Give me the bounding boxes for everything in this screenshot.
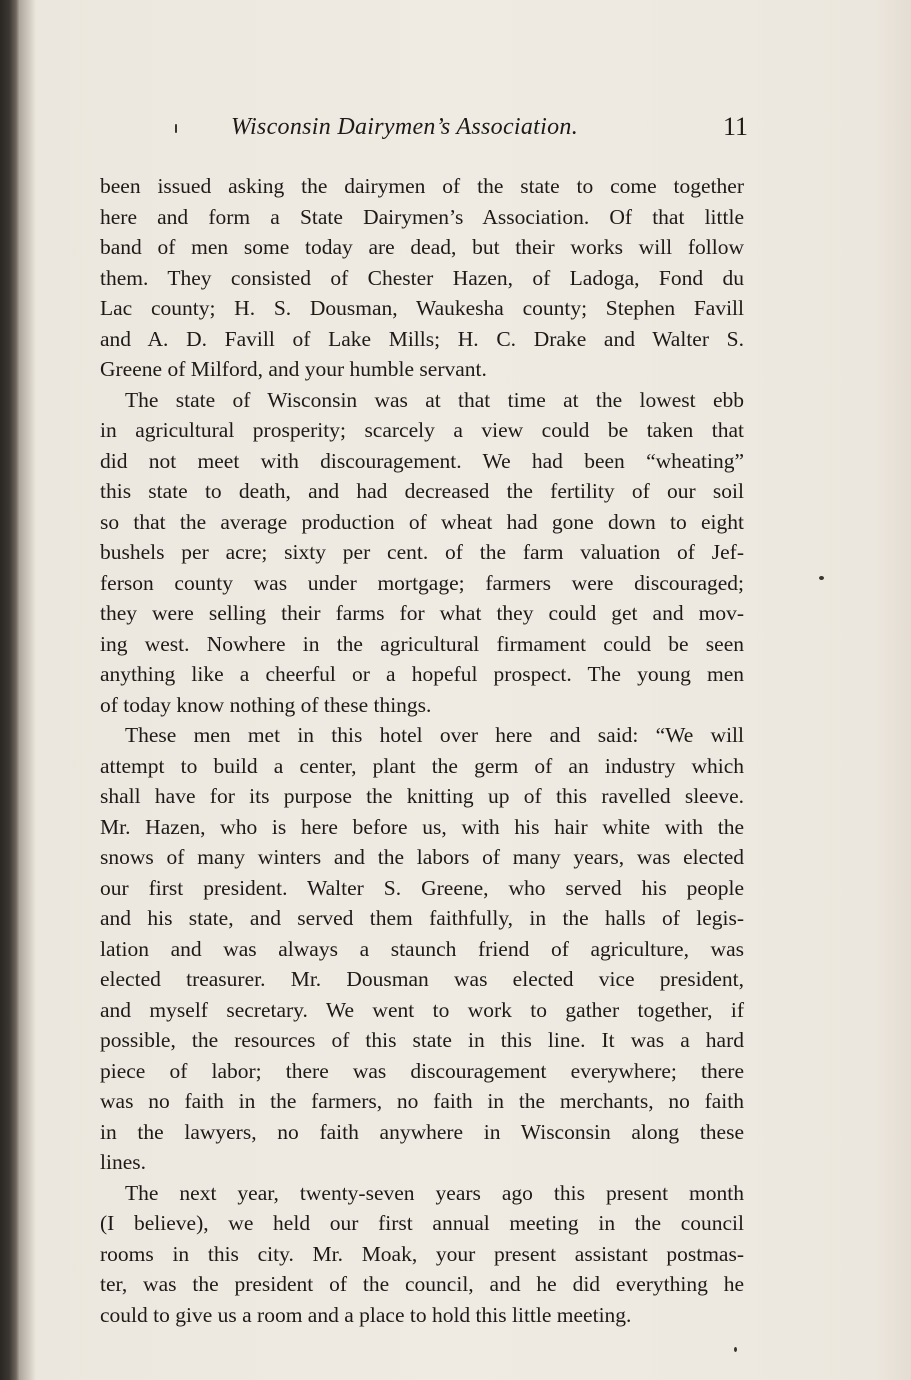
text-line: shall have for its purpose the knitting up of this ravelled sleeve. (100, 784, 744, 808)
ink-speck (734, 1347, 737, 1352)
text-line: in the lawyers, no faith anywhere in Wisconsin along these (100, 1119, 744, 1144)
text-line: been issued asking the dairymen of the state to come together (100, 174, 744, 198)
ink-speck (175, 124, 177, 133)
text-line: ing west. Nowhere in the agricultural firmament could be seen (100, 631, 744, 656)
text-line: attempt to build a center, plant the germ of an industry which (100, 753, 744, 778)
text-line: them. They consisted of Chester Hazen, of Ladoga, Fond du (100, 265, 744, 290)
text-line: The state of Wisconsin was at that time at the lowest ebb (125, 387, 744, 412)
text-line: our first president. Walter S. Greene, who served his people (100, 875, 744, 900)
text-line: bushels per acre; sixty per cent. of the farm valuation of Jef- (100, 540, 744, 564)
text-line: Lac county; H. S. Dousman, Waukesha county; Stephen Favill (100, 296, 744, 320)
text-line: and myself secretary. We went to work to gather together, if (100, 997, 744, 1022)
text-line: (I believe), we held our first annual meeting in the council (100, 1211, 744, 1235)
text-line: this state to death, and had decreased the fertility of our soil (100, 479, 744, 503)
text-line: of today know nothing of these things. (100, 692, 432, 717)
text-line: possible, the resources of this state in this line. It was a hard (100, 1028, 744, 1052)
body-text (100, 171, 744, 1330)
text-line: Mr. Hazen, who is here before us, with his hair white with the (100, 814, 744, 839)
text-line: elected treasurer. Mr. Dousman was elected vice president, (100, 967, 744, 991)
text-line: lation and was always a staunch friend of agriculture, was (100, 936, 744, 961)
text-line: here and form a State Dairymen’s Association. Of that little (100, 204, 744, 229)
text-line: did not meet with discouragement. We had been “wheating” (100, 448, 744, 473)
text-line: in agricultural prosperity; scarcely a view could be taken that (100, 418, 744, 442)
text-line: ter, was the president of the council, and he did everything he (100, 1272, 744, 1296)
ink-speck (819, 576, 824, 580)
text-line: These men met in this hotel over here and said: “We will (125, 723, 744, 747)
text-line: rooms in this city. Mr. Moak, your present assistant postmas- (100, 1241, 744, 1266)
paragraph (100, 1178, 744, 1331)
paragraph (100, 171, 744, 385)
text-line: and A. D. Favill of Lake Mills; H. C. Drake and Walter S. (100, 326, 744, 351)
text-line: could to give us a room and a place to hold this little meeting. (100, 1302, 632, 1327)
paragraph (100, 385, 744, 721)
paragraph (100, 720, 744, 1178)
text-line: lines. (100, 1150, 146, 1174)
text-line: they were selling their farms for what they could get and mov- (100, 601, 744, 625)
text-line: piece of labor; there was discouragement everywhere; there (100, 1058, 744, 1083)
text-line: Greene of Milford, and your humble servant. (100, 357, 487, 381)
running-head (100, 112, 748, 148)
page-title: Wisconsin Dairymen’s Association. (231, 114, 579, 140)
text-line: anything like a cheerful or a hopeful prospect. The young men (100, 662, 744, 686)
page-number: 11 (722, 112, 748, 141)
text-line: band of men some today are dead, but their works will follow (100, 235, 744, 259)
text-line: so that the average production of wheat had gone down to eight (100, 509, 744, 534)
text-line: ferson county was under mortgage; farmers were discouraged; (100, 570, 744, 595)
text-line: was no faith in the farmers, no faith in the merchants, no faith (100, 1089, 744, 1113)
text-line: snows of many winters and the labors of many years, was elected (100, 845, 744, 869)
text-line: The next year, twenty-seven years ago this present month (125, 1180, 744, 1205)
book-spine (0, 0, 20, 1380)
text-line: and his state, and served them faithfully, in the halls of legis- (100, 906, 744, 930)
spine-shadow (20, 0, 36, 1380)
